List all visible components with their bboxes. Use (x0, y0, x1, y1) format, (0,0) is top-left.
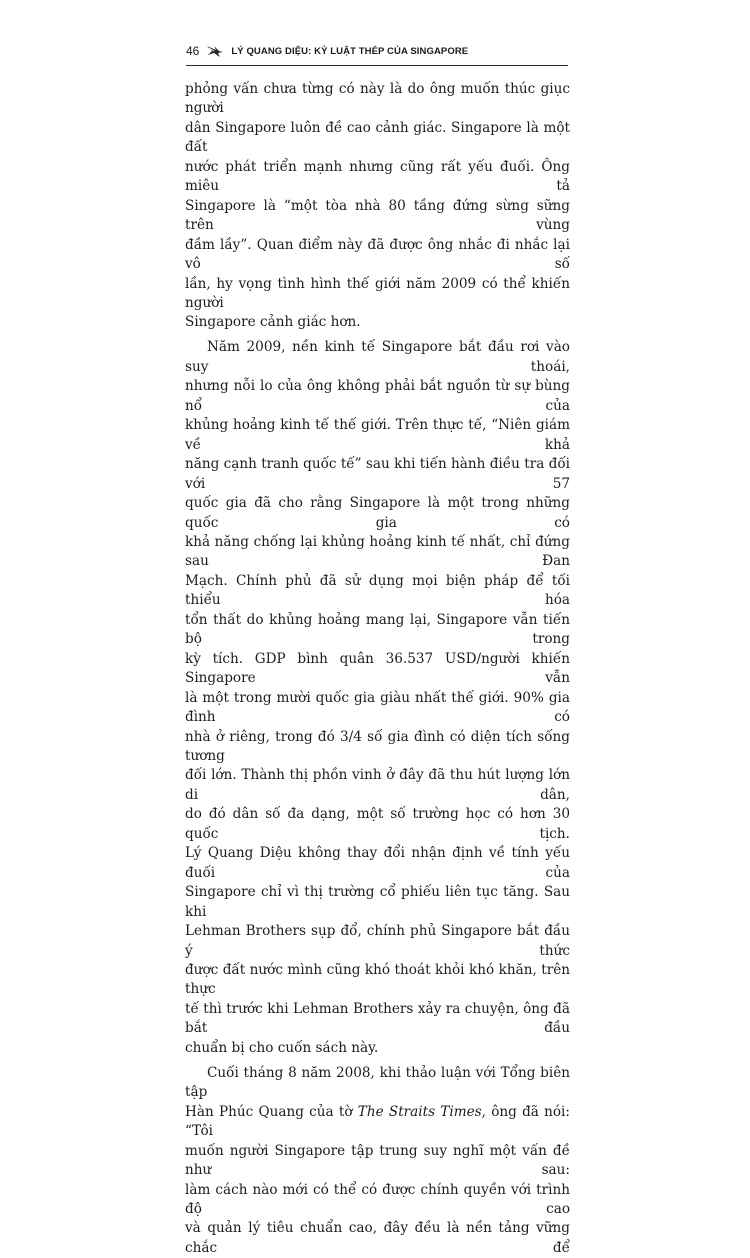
body-line: do đó dân số đa dạng, một số trường học có hơn 30 quốc tịch. (185, 806, 570, 842)
body-line: tế thì trước khi Lehman Brothers xảy ra chuyện, ông đã bắt đầu (185, 1000, 570, 1037)
body-line: muốn người Singapore tập trung suy nghĩ một vấn đề như sau: (185, 1142, 570, 1179)
body-line: kỳ tích. GDP bình quân 36.537 USD/người khiến Singapore vẫn (185, 650, 570, 687)
body-line: Singapore là “một tòa nhà 80 tầng đứng sừng sững trên vùng (185, 197, 570, 234)
body-line: chuẩn bị cho cuốn sách này. (185, 1039, 379, 1056)
body-line: là một trong mười quốc gia giàu nhất thế giới. 90% gia đình có (185, 689, 570, 726)
body-line: Cuối tháng 8 năm 2008, khi thảo luận với Tổng biên tập (185, 1064, 570, 1101)
body-line: đầm lầy”. Quan điểm này đã được ông nhắc đi nhắc lại vô số (185, 236, 570, 273)
body-line: Năm 2009, nền kinh tế Singapore bắt đầu rơi vào suy thoái, (185, 339, 570, 375)
body-line: làm cách nào mới có thể có được chính quyền với trình độ cao (185, 1181, 570, 1218)
body-line: đối lớn. Thành thị phồn vinh ở đây đã thu hút lượng lớn di dân, (185, 767, 570, 803)
body-text-run: , ông đã nói: “Tôi (185, 1103, 570, 1140)
body-line: Lehman Brothers sụp đổ, chính phủ Singapore bắt đầu ý thức (185, 923, 570, 959)
publisher-bird-logo-icon (205, 43, 225, 59)
body-line: lần, hy vọng tình hình thế giới năm 2009 có thể khiến người (185, 275, 570, 311)
body-line: phỏng vấn chưa từng có này là do ông muốn thúc giục người (185, 81, 570, 117)
body-line: khủng hoảng kinh tế thế giới. Trên thực tế, “Niên giám về khả (185, 417, 570, 453)
page-header (186, 40, 568, 66)
body-line: nước phát triển mạnh nhưng cũng rất yếu đuối. Ông miêu tả (185, 158, 570, 195)
body-line (185, 1103, 570, 1142)
body-line: dân Singapore luôn đề cao cảnh giác. Singapore là một đất (185, 119, 570, 156)
body-line: Lý Quang Diệu không thay đổi nhận định về tính yếu đuối của (185, 845, 570, 881)
body-line: được đất nước mình cũng khó thoát khỏi khó khăn, trên thực (185, 961, 570, 998)
body-line: Mạch. Chính phủ đã sử dụng mọi biện pháp để tối thiểu hóa (185, 572, 570, 609)
running-title: LÝ QUANG DIỆU: KỶ LUẬT THÉP CỦA SINGAPORE (231, 45, 469, 57)
newspaper-title: The Straits Times (357, 1103, 482, 1120)
body-line: Singapore cảnh giác hơn. (185, 314, 361, 331)
body-line: và quản lý tiêu chuẩn cao, đây đều là nền tảng vững chắc để (185, 1220, 570, 1256)
body-line: nhưng nỗi lo của ông không phải bắt nguồn từ sự bùng nổ của (185, 378, 570, 414)
body-line: nhà ở riêng, trong đó 3/4 số gia đình có diện tích sống tương (185, 728, 570, 764)
page-number: 46 (186, 44, 200, 58)
body-text-run: Hàn Phúc Quang của tờ (185, 1103, 358, 1120)
body-text (185, 80, 570, 1258)
body-line: tổn thất do khủng hoảng mang lại, Singapore vẫn tiến bộ trong (185, 611, 570, 648)
body-line: khả năng chống lại khủng hoảng kinh tế nhất, chỉ đứng sau Đan (185, 534, 570, 570)
body-line: quốc gia đã cho rằng Singapore là một trong những quốc gia có (185, 495, 570, 531)
body-line: Singapore chỉ vì thị trường cổ phiếu liên tục tăng. Sau khi (185, 884, 570, 920)
body-line: năng cạnh tranh quốc tế” sau khi tiến hành điều tra đối với 57 (185, 456, 570, 492)
